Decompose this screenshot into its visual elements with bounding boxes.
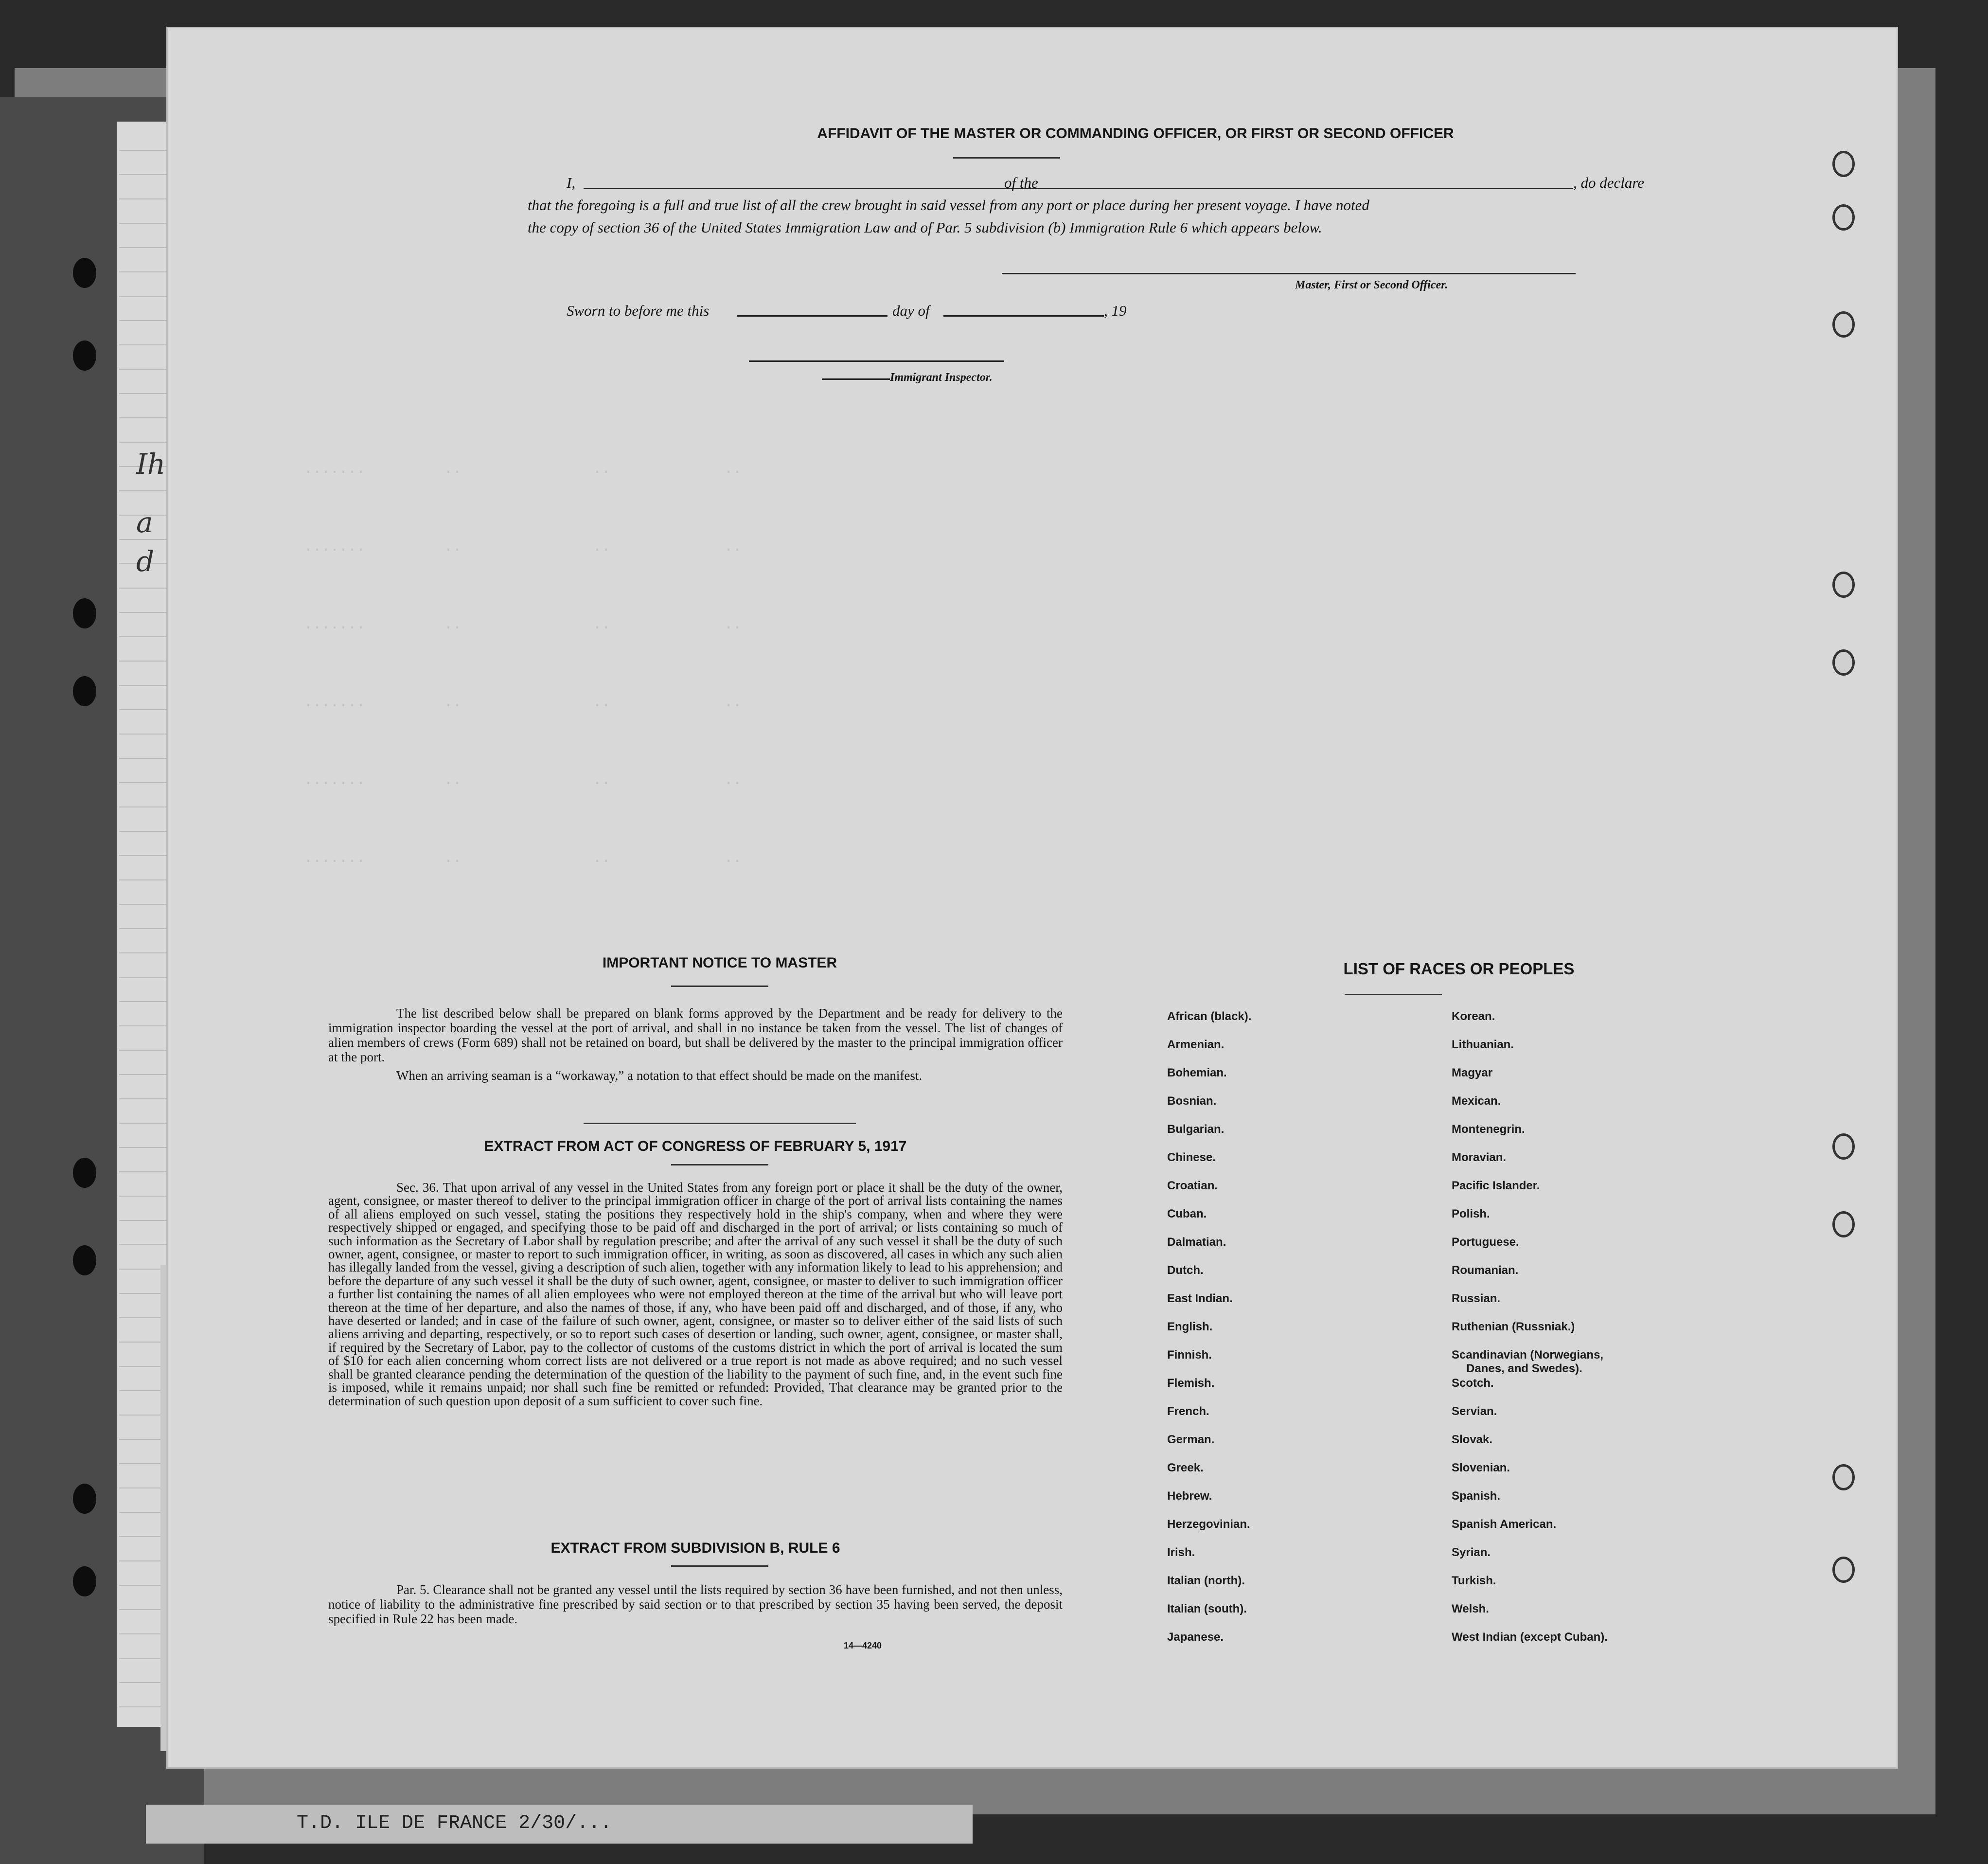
sworn-label: Sworn to before me this xyxy=(567,302,710,319)
notice-title: IMPORTANT NOTICE TO MASTER xyxy=(602,955,837,971)
race-item: Greek. xyxy=(1167,1461,1204,1474)
race-item: Lithuanian. xyxy=(1452,1038,1514,1051)
binder-hole xyxy=(1832,151,1855,177)
notice-paragraph-1: The list described below shall be prepared on blank forms approved by the Department and be ready for delivery to the immigration inspector boarding the vessel at the port of arrival, and shall in no instance be taken from the vessel. The list of changes of alien members of crews (Form 689) shall not be retained on board, but shall be delivered by the master to the principal immigration officer at the port. xyxy=(328,1006,1063,1064)
inspector-line xyxy=(749,360,1004,362)
race-item: Armenian. xyxy=(1167,1038,1225,1051)
act-extract-title: EXTRACT FROM ACT OF CONGRESS OF FEBRUARY 5, 1917 xyxy=(484,1138,907,1154)
race-item: English. xyxy=(1167,1320,1213,1333)
underlying-sheet-label xyxy=(146,1805,973,1844)
race-item: Dalmatian. xyxy=(1167,1236,1226,1249)
rule-extract-text: Par. 5. Clearance shall not be granted any vessel until the lists required by section 36 have been furnished, and not then unless, notice of liability to the administrative fine prescribed by said section or to that prescribed by section 35 having been served, the deposit specified in Rule 22 has been made. xyxy=(328,1582,1063,1626)
race-item: Scotch. xyxy=(1452,1377,1494,1390)
race-item: Cuban. xyxy=(1167,1207,1207,1220)
punch-hole xyxy=(73,676,96,706)
race-item: Japanese. xyxy=(1167,1631,1224,1644)
handwriting-mark: a xyxy=(136,506,153,539)
binder-hole xyxy=(1832,311,1855,338)
race-item: Chinese. xyxy=(1167,1151,1216,1164)
master-signature-label: Master, First or Second Officer. xyxy=(1295,279,1448,291)
race-item: West Indian (except Cuban). xyxy=(1452,1631,1608,1644)
rule-extract-rule xyxy=(671,1565,768,1567)
race-item: Moravian. xyxy=(1452,1151,1507,1164)
bleed-through: ....... .. .. .. xyxy=(304,695,742,711)
affidavit-i-label: I, xyxy=(567,174,576,191)
punch-hole xyxy=(73,341,96,371)
punch-hole xyxy=(73,1566,96,1596)
race-item: Polish. xyxy=(1452,1207,1490,1220)
race-item: Spanish American. xyxy=(1452,1518,1557,1531)
race-item: Korean. xyxy=(1452,1010,1495,1023)
punch-hole xyxy=(73,1245,96,1275)
year-label: , 19 xyxy=(1104,302,1127,319)
race-item: Danes, and Swedes). xyxy=(1466,1362,1582,1375)
sworn-day-line xyxy=(737,315,888,317)
race-item: Portuguese. xyxy=(1452,1236,1519,1249)
race-item: German. xyxy=(1167,1433,1215,1446)
sworn-month-line xyxy=(943,315,1104,317)
notice-body xyxy=(328,1006,1063,1087)
document-page xyxy=(168,28,1897,1767)
inspector-label: Immigrant Inspector. xyxy=(890,371,993,384)
punch-hole xyxy=(73,258,96,288)
notice-paragraph-2: When an arriving seaman is a “workaway,” a notation to that effect should be made on the manifest. xyxy=(396,1068,923,1083)
title-rule xyxy=(953,157,1060,159)
race-item: East Indian. xyxy=(1167,1292,1233,1305)
race-item: Bohemian. xyxy=(1167,1066,1227,1079)
act-extract-body xyxy=(328,1181,1063,1412)
race-item: Montenegrin. xyxy=(1452,1123,1525,1136)
notice-rule xyxy=(671,986,768,987)
race-item: Magyar xyxy=(1452,1066,1493,1079)
bleed-through: ....... .. .. .. xyxy=(304,539,742,556)
race-item: Mexican. xyxy=(1452,1094,1501,1108)
binder-hole xyxy=(1832,572,1855,598)
races-rule xyxy=(1345,994,1442,995)
handwriting-mark: d xyxy=(136,545,155,578)
race-item: Ruthenian (Russniak.) xyxy=(1452,1320,1575,1333)
bleed-through: ....... .. .. .. xyxy=(304,850,742,867)
race-item: Bulgarian. xyxy=(1167,1123,1225,1136)
punch-hole xyxy=(73,1158,96,1188)
race-item: Slovak. xyxy=(1452,1433,1493,1446)
race-item: African (black). xyxy=(1167,1010,1252,1023)
race-item: Herzegovinian. xyxy=(1167,1518,1250,1531)
inspector-short-line xyxy=(822,378,890,380)
race-item: Flemish. xyxy=(1167,1377,1215,1390)
race-item: French. xyxy=(1167,1405,1209,1418)
race-item: Bosnian. xyxy=(1167,1094,1217,1108)
race-item: Roumanian. xyxy=(1452,1264,1519,1277)
affidavit-of-the-label: of the xyxy=(1004,174,1038,191)
race-item: Servian. xyxy=(1452,1405,1497,1418)
race-item: Irish. xyxy=(1167,1546,1195,1559)
race-item: Pacific Islander. xyxy=(1452,1179,1540,1192)
affidavit-title: AFFIDAVIT OF THE MASTER OR COMMANDING OFFICER, OR FIRST OR SECOND OFFICER xyxy=(817,125,1454,142)
punch-hole xyxy=(73,1484,96,1514)
bleed-through: ....... .. .. .. xyxy=(304,461,742,478)
race-item: Finnish. xyxy=(1167,1348,1212,1362)
day-of-label: day of xyxy=(892,302,930,319)
race-item: Italian (south). xyxy=(1167,1602,1247,1615)
race-item: Scandinavian (Norwegians, xyxy=(1452,1348,1604,1362)
section-rule xyxy=(584,1123,856,1124)
binder-hole xyxy=(1832,204,1855,231)
race-item: Dutch. xyxy=(1167,1264,1204,1277)
punch-hole xyxy=(73,598,96,628)
form-number: 14—4240 xyxy=(844,1641,882,1650)
act-extract-rule xyxy=(671,1164,768,1165)
binder-hole xyxy=(1832,1557,1855,1583)
rule-extract-body xyxy=(328,1582,1063,1630)
race-item: Welsh. xyxy=(1452,1602,1489,1615)
races-title: LIST OF RACES OR PEOPLES xyxy=(1343,960,1575,978)
binder-hole xyxy=(1832,1133,1855,1160)
binder-hole xyxy=(1832,1211,1855,1237)
bleed-through: ....... .. .. .. xyxy=(304,772,742,789)
underlying-sheet-text: T.D. ILE DE FRANCE 2/30/... xyxy=(297,1812,612,1834)
bleed-through: ....... .. .. .. xyxy=(304,617,742,633)
race-item: Croatian. xyxy=(1167,1179,1218,1192)
binder-hole xyxy=(1832,649,1855,676)
name-line xyxy=(584,188,1070,189)
race-item: Slovenian. xyxy=(1452,1461,1510,1474)
race-item: Hebrew. xyxy=(1167,1489,1212,1503)
race-item: Spanish. xyxy=(1452,1489,1501,1503)
act-extract-text: Sec. 36. That upon arrival of any vessel in the United States from any foreign port or place it shall be the duty of the owner, agent, consignee, or master thereof to deliver to the principal immigration officer in charge of the port of arrival lists containing the names of all aliens employed on such vessel, stating the positions they respectively hold in the ship's company, when and where they were respectively shipped or engaged, and specifying those to be paid off and discharged in the port of arrival; or lists containing so much of such information as the Secretary of Labor shall by regulation prescribe; and after the arrival of any such vessel it shall be the duty of such owner, agent, consignee, or master to report to such immigration officer, in writing, as soon as discovered, all cases in which any such alien has illegally landed from the vessel, giving a description of such alien, together with any information likely to lead to his apprehension; and before the departure of any such vessel it shall be the duty of such owner, agent, consignee, or master to deliver to such immigration officer a further list containing the names of all alien employees who were not employed thereon at the time of the arrival but who will leave port thereon at the time of her departure, and also the names of those, if any, who have been paid off and discharged, and of those, if any, who have deserted or landed; and in case of the failure of such owner, agent, consignee, or master so to deliver either of the said lists of such aliens arriving and departing, respectively, or so to report such cases of desertion or landing, such owner, agent, consignee, or master shall, if required by the Secretary of Labor, pay to the collector of customs of the customs district in which the port of arrival is located the sum of $10 for each alien concerning whom correct lists are not delivered or a true report is not made as above required; and no such vessel shall be granted clearance pending the determination of the question of the liability to the payment of such fine, and, in the event such fine is imposed, while it remains unpaid; nor shall such fine be remitted or refunded: Provided, That clearance may be granted prior to the determination of such question upon deposit of a sum sufficient to cover such fine. xyxy=(328,1180,1063,1408)
race-item: Syrian. xyxy=(1452,1546,1491,1559)
affidavit-declare-label: , do declare xyxy=(1573,174,1645,191)
race-item: Russian. xyxy=(1452,1292,1501,1305)
affidavit-line-2: that the foregoing is a full and true list of all the crew brought in said vessel from any port or place during her present voyage. I have noted xyxy=(528,197,1369,214)
affidavit-line-3: the copy of section 36 of the United States Immigration Law and of Par. 5 subdivision (b) Immigration Rule 6 which appears below. xyxy=(528,219,1322,236)
signature-line xyxy=(1002,273,1576,274)
handwriting-mark: Ih xyxy=(136,448,166,481)
vessel-line xyxy=(1048,188,1573,189)
race-item: Italian (north). xyxy=(1167,1574,1245,1587)
rule-extract-title: EXTRACT FROM SUBDIVISION B, RULE 6 xyxy=(550,1540,840,1556)
binder-hole xyxy=(1832,1464,1855,1490)
race-item: Turkish. xyxy=(1452,1574,1496,1587)
